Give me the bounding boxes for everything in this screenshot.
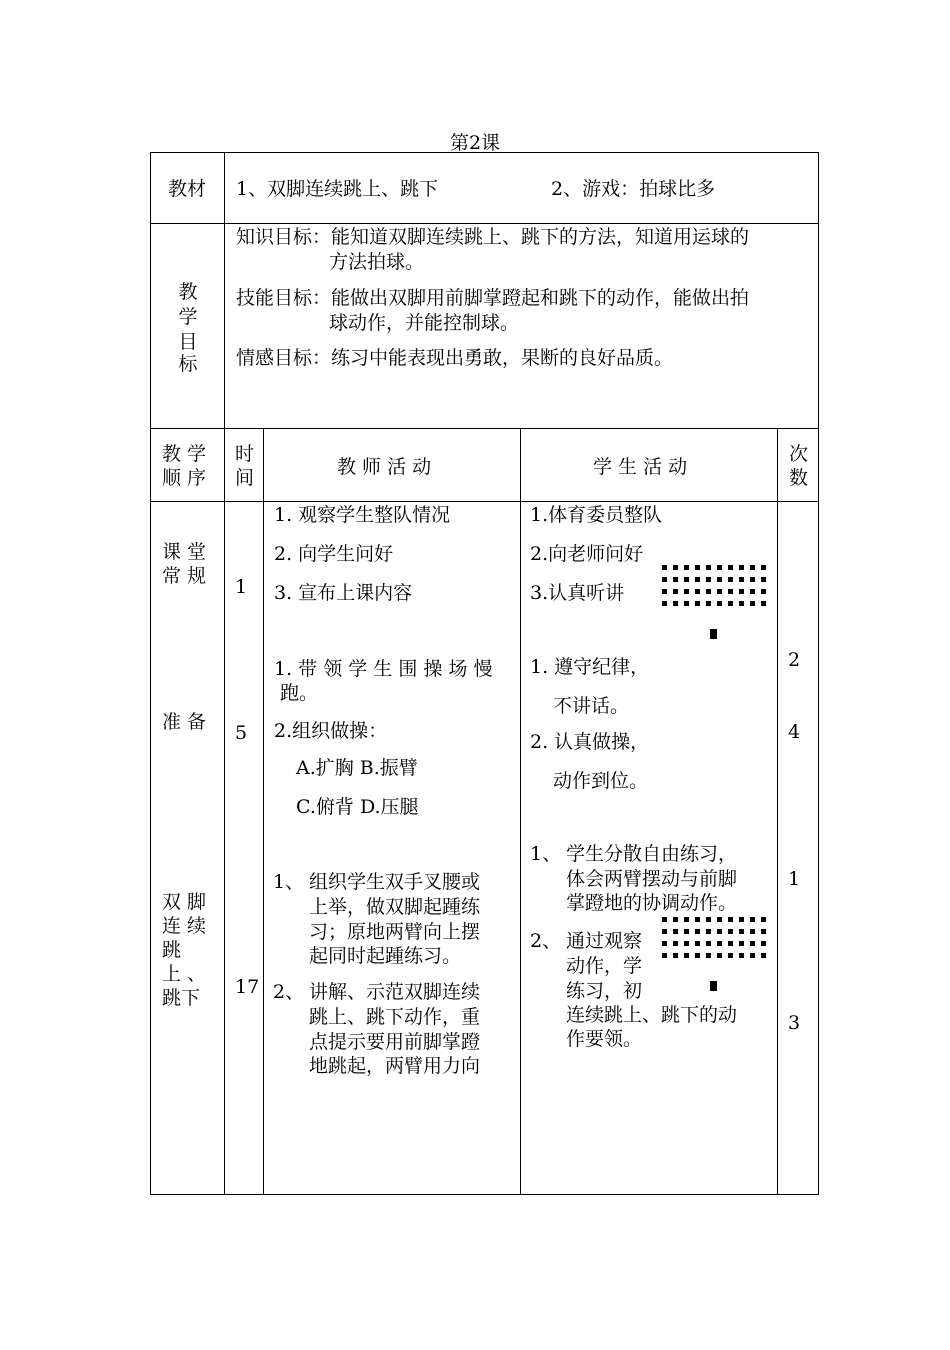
student-dot bbox=[673, 589, 678, 594]
student-dot bbox=[684, 577, 689, 582]
student-dot bbox=[684, 565, 689, 570]
prep-count: 2 bbox=[788, 649, 801, 671]
student-dot bbox=[673, 917, 678, 922]
skill-goal: 技能目标：能做出双脚用前脚掌蹬起和跳下的动作，能做出拍 bbox=[236, 287, 750, 309]
student-dot bbox=[717, 953, 722, 958]
goals-label-char: 目 bbox=[178, 331, 198, 353]
material-item-1: 1、双脚连续跳上、跳下 bbox=[236, 178, 439, 200]
student-dot bbox=[706, 953, 711, 958]
prep-teacher-line: A.扩胸 B.振臂 bbox=[296, 757, 418, 779]
jump-teacher-line: 点提示要用前脚掌蹬 bbox=[309, 1031, 481, 1053]
student-dot bbox=[695, 929, 700, 934]
student-dot bbox=[750, 941, 755, 946]
jump-student-line: 连续跳上、跳下的动 bbox=[566, 1004, 738, 1026]
jump-count: 1 bbox=[788, 868, 801, 890]
student-dot bbox=[761, 589, 766, 594]
routine-teacher-item: 1. 观察学生整队情况 bbox=[274, 504, 451, 526]
student-dot bbox=[662, 601, 667, 606]
prep-student-line: 1. 遵守纪律， bbox=[530, 656, 650, 678]
student-dot bbox=[684, 917, 689, 922]
student-dot bbox=[717, 929, 722, 934]
student-dot bbox=[695, 601, 700, 606]
jump-student-marker: 2、 bbox=[530, 930, 562, 952]
jump-teacher-line: 起同时起踵练习。 bbox=[309, 945, 462, 967]
lesson-plan-table bbox=[150, 152, 819, 1195]
student-dot bbox=[728, 577, 733, 582]
prep-student-line: 不讲话。 bbox=[553, 695, 630, 717]
student-dot bbox=[717, 589, 722, 594]
header-teacher-activity: 教 师 活 动 bbox=[337, 456, 432, 478]
jump-teacher-line: 上举，做双脚起踵练 bbox=[309, 896, 481, 918]
student-dot bbox=[662, 929, 667, 934]
student-dot bbox=[739, 589, 744, 594]
material-label: 教材 bbox=[168, 178, 207, 200]
jump-student-line: 作要领。 bbox=[566, 1028, 643, 1050]
header-time-cont: 间 bbox=[235, 467, 255, 489]
prep-teacher-line: 跑。 bbox=[280, 682, 319, 704]
teacher-position-marker bbox=[710, 629, 717, 639]
jump-student-line: 体会两臂摆动与前脚 bbox=[566, 868, 738, 890]
student-dot bbox=[673, 601, 678, 606]
jump-teacher-line: 地跳起，两臂用力向 bbox=[309, 1055, 481, 1077]
student-dot bbox=[761, 917, 766, 922]
student-dot bbox=[739, 953, 744, 958]
goals-label-char: 学 bbox=[178, 306, 198, 328]
student-dot bbox=[706, 577, 711, 582]
student-dot bbox=[761, 565, 766, 570]
teacher-position-marker bbox=[710, 981, 717, 991]
student-dot bbox=[695, 953, 700, 958]
student-dot bbox=[684, 953, 689, 958]
student-dot bbox=[695, 565, 700, 570]
student-dot bbox=[761, 577, 766, 582]
lesson-title: 第2课 bbox=[449, 132, 501, 154]
student-dot bbox=[717, 941, 722, 946]
prep-student-line: 2. 认真做操， bbox=[530, 731, 650, 753]
student-dot bbox=[695, 577, 700, 582]
student-dot bbox=[750, 589, 755, 594]
student-dot bbox=[706, 917, 711, 922]
student-dot bbox=[673, 565, 678, 570]
header-count: 次 bbox=[789, 443, 809, 465]
student-dot bbox=[739, 601, 744, 606]
student-dot bbox=[706, 589, 711, 594]
prep-teacher-line: 2.组织做操： bbox=[274, 720, 388, 742]
section-jump-name: 上 、 bbox=[162, 963, 207, 985]
header-count-cont: 数 bbox=[789, 467, 809, 489]
col-divider bbox=[224, 153, 225, 1194]
student-dot bbox=[706, 941, 711, 946]
student-dot bbox=[739, 565, 744, 570]
section-routine-time: 1 bbox=[235, 576, 248, 598]
student-dot bbox=[750, 565, 755, 570]
header-student-activity: 学 生 活 动 bbox=[593, 456, 688, 478]
jump-teacher-line: 组织学生双手叉腰或 bbox=[309, 871, 481, 893]
student-dot bbox=[750, 929, 755, 934]
col-divider bbox=[263, 428, 264, 1194]
emotion-goal: 情感目标：练习中能表现出勇敢，果断的良好品质。 bbox=[236, 347, 674, 369]
student-dot bbox=[662, 917, 667, 922]
student-dot bbox=[695, 917, 700, 922]
knowledge-goal: 知识目标：能知道双脚连续跳上、跳下的方法，知道用运球的 bbox=[236, 226, 750, 248]
student-dot bbox=[706, 929, 711, 934]
routine-student-item: 3.认真听讲 bbox=[530, 582, 625, 604]
student-dot bbox=[728, 953, 733, 958]
student-dot bbox=[739, 929, 744, 934]
header-order: 教 学 bbox=[162, 443, 207, 465]
student-dot bbox=[728, 565, 733, 570]
student-formation-diagram bbox=[660, 563, 768, 608]
header-time: 时 bbox=[235, 443, 255, 465]
student-dot bbox=[728, 589, 733, 594]
student-dot bbox=[684, 941, 689, 946]
goals-label-char: 教 bbox=[178, 281, 198, 303]
student-dot bbox=[662, 589, 667, 594]
student-dot bbox=[739, 941, 744, 946]
student-dot bbox=[717, 917, 722, 922]
student-dot bbox=[662, 953, 667, 958]
header-order-cont: 顺 序 bbox=[162, 467, 207, 489]
col-divider bbox=[520, 428, 521, 1194]
prep-teacher-line: C.俯背 D.压腿 bbox=[296, 796, 419, 818]
prep-teacher-line: 1. 带 领 学 生 围 操 场 慢 bbox=[274, 658, 493, 680]
student-dot bbox=[684, 601, 689, 606]
routine-student-item: 1.体育委员整队 bbox=[530, 504, 663, 526]
skill-goal-cont: 球动作，并能控制球。 bbox=[329, 312, 520, 334]
student-dot bbox=[673, 941, 678, 946]
student-formation-diagram bbox=[660, 915, 768, 960]
student-dot bbox=[662, 577, 667, 582]
section-jump-name: 跳 bbox=[162, 939, 182, 961]
section-jump-time: 17 bbox=[235, 976, 260, 998]
material-item-2: 2、游戏：拍球比多 bbox=[551, 178, 716, 200]
student-dot bbox=[695, 589, 700, 594]
student-dot bbox=[750, 917, 755, 922]
student-dot bbox=[717, 565, 722, 570]
routine-teacher-item: 3. 宣布上课内容 bbox=[274, 582, 413, 604]
section-routine-name: 课 堂 bbox=[162, 541, 207, 563]
student-dot bbox=[728, 929, 733, 934]
jump-count: 3 bbox=[788, 1012, 801, 1034]
col-divider bbox=[777, 428, 778, 1194]
student-dot bbox=[761, 601, 766, 606]
student-dot bbox=[728, 941, 733, 946]
section-routine-name-cont: 常 规 bbox=[162, 565, 207, 587]
jump-teacher-marker: 2、 bbox=[273, 981, 305, 1003]
student-dot bbox=[662, 941, 667, 946]
student-dot bbox=[761, 941, 766, 946]
jump-teacher-line: 讲解、示范双脚连续 bbox=[309, 981, 481, 1003]
jump-student-line: 练习，初 bbox=[566, 980, 643, 1002]
goals-label-char: 标 bbox=[178, 353, 198, 375]
student-dot bbox=[750, 953, 755, 958]
jump-teacher-marker: 1、 bbox=[273, 871, 305, 893]
student-dot bbox=[750, 601, 755, 606]
section-prep-time: 5 bbox=[235, 722, 248, 744]
knowledge-goal-cont: 方法拍球。 bbox=[329, 251, 425, 273]
student-dot bbox=[739, 577, 744, 582]
jump-teacher-line: 习；原地两臂向上摆 bbox=[309, 921, 481, 943]
prep-student-line: 动作到位。 bbox=[553, 770, 649, 792]
row-divider bbox=[151, 501, 818, 502]
student-dot bbox=[761, 953, 766, 958]
row-divider bbox=[151, 428, 818, 429]
student-dot bbox=[728, 917, 733, 922]
student-dot bbox=[706, 565, 711, 570]
student-dot bbox=[662, 565, 667, 570]
section-jump-name: 跳下 bbox=[162, 987, 201, 1009]
row-divider bbox=[151, 223, 818, 224]
jump-student-line: 学生分散自由练习， bbox=[566, 843, 738, 865]
routine-teacher-item: 2. 向学生问好 bbox=[274, 543, 394, 565]
student-dot bbox=[695, 941, 700, 946]
jump-student-line: 通过观察 bbox=[566, 930, 643, 952]
student-dot bbox=[673, 929, 678, 934]
prep-count: 4 bbox=[788, 721, 801, 743]
student-dot bbox=[673, 953, 678, 958]
student-dot bbox=[673, 577, 678, 582]
student-dot bbox=[706, 601, 711, 606]
section-jump-name: 双 脚 bbox=[162, 891, 207, 913]
jump-student-line: 掌蹬地的协调动作。 bbox=[566, 892, 738, 914]
student-dot bbox=[728, 601, 733, 606]
jump-student-marker: 1、 bbox=[530, 843, 562, 865]
student-dot bbox=[750, 577, 755, 582]
jump-student-line: 动作，学 bbox=[566, 955, 643, 977]
student-dot bbox=[717, 577, 722, 582]
student-dot bbox=[761, 929, 766, 934]
routine-student-item: 2.向老师问好 bbox=[530, 543, 644, 565]
jump-teacher-line: 跳上、跳下动作，重 bbox=[309, 1006, 481, 1028]
student-dot bbox=[739, 917, 744, 922]
section-jump-name: 连 续 bbox=[162, 915, 207, 937]
student-dot bbox=[717, 601, 722, 606]
student-dot bbox=[684, 589, 689, 594]
student-dot bbox=[684, 929, 689, 934]
section-prep-name: 准 备 bbox=[162, 711, 207, 733]
